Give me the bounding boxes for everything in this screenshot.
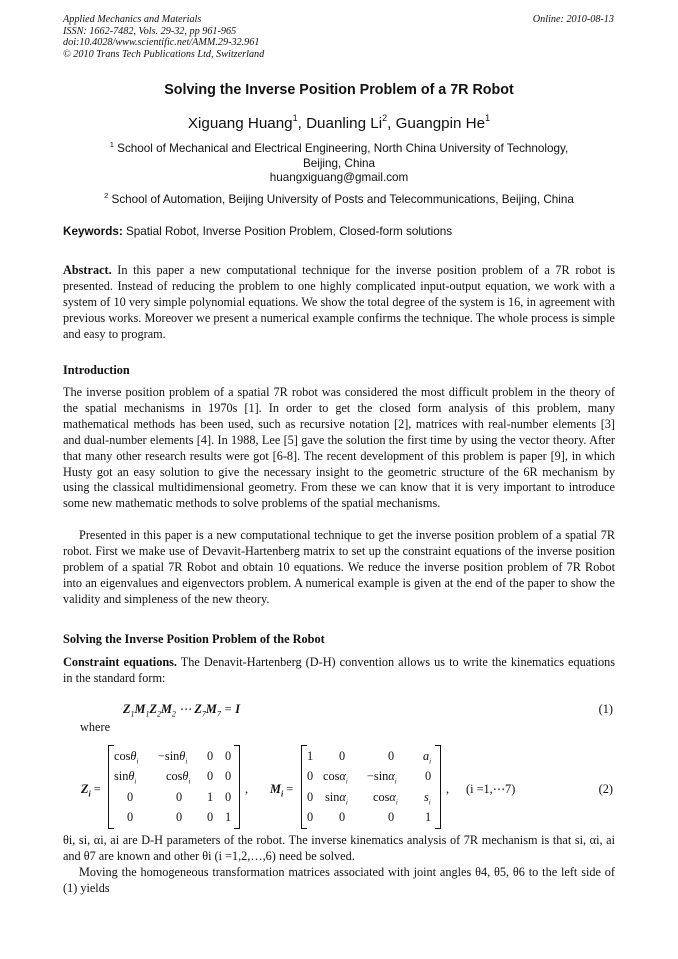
affiliation-city: Beijing, China: [302, 156, 376, 170]
matrix-comma: ,: [245, 782, 249, 796]
abstract-text: In this paper a new computational technique for the inverse position problem of a 7R robot is presented. Instead of reducing the problem to one highly complicated input-output equation, we work with a system of 10 very simple polynomial equations. We show the total degree of the system is 16, in agreement with previous works. Moreover we present a numerical example confirms the technique. The whole process is simple and easy to program.: [63, 263, 615, 341]
author-separator: ,: [387, 115, 396, 132]
author-name: Xiguang Huang: [187, 115, 293, 132]
m-matrix: 1 0 0 $a_i$ 0 cosα$_i$ −sinα$_i$ 0 0 sinα$_i$ cosα$_i$ $s_i$ 0 0 0 1: [301, 745, 441, 829]
keywords: [63, 225, 452, 238]
keywords-label: Keywords:: [63, 225, 123, 238]
author-email: huangxiguang@gmail.com: [269, 171, 409, 184]
introduction-paragraph-2: Presented in this paper is a new computational technique to get the inverse position problem of a spatial 7R robot. First we make use of Devavit-Hartenberg matrix to set up the constraint equations of the inverse position problem of a spatial 7R Robot and obtain 10 equations. We reduce the inverse position problem of 7R Robot into an eigenvalues and eigenvectors problem. A numerical example is given at the end of the paper to show the validity and simpleness of the new theory.: [63, 528, 615, 606]
affiliation-mark: 1: [109, 140, 114, 149]
doi-line: doi:10.4028/www.scientific.net/AMM.29-32.961: [63, 37, 260, 49]
constraint-label: Constraint equations.: [63, 655, 177, 669]
affiliation-text: School of Automation, Beijing University of Posts and Telecommunications, Beijing, China: [111, 193, 574, 206]
m-matrix-label: $M_i$ =: [270, 782, 294, 799]
journal-name: Applied Mechanics and Materials: [63, 14, 202, 25]
author-list: [0, 113, 678, 132]
author-separator: ,: [297, 115, 307, 132]
affiliation-2: [60, 189, 618, 208]
affiliation-mark: 2: [104, 191, 109, 200]
keywords-text: Spatial Robot, Inverse Position Problem, Closed-form solutions: [122, 225, 453, 238]
author-mark: 1: [292, 113, 298, 123]
author-name: Guangpin He: [395, 115, 486, 132]
abstract-label: Abstract.: [63, 263, 112, 277]
introduction-paragraph-1: The inverse position problem of a spatial 7R robot was considered the most difficult problem in the theory of the spatial mechanisms in 1970s [1]. In order to get the closed form analysis of this problem, many mathematical methods has been used, such as recursive notation [2], matrices with real-number elements [3] and dual-number elements [4]. In 1988, Lee [5] gave the solution the first time by using the vector theory. After that many other research results were got [6-8]. The recent development of this problem is paper [9], in which Husty got an easy solution to give the necessary insight to the geometric structure of the 6R mechanism by using the classical multidimensional geometry. From these we can know that it is very important to introduce some new mathematic methods to solve problems of the spatial mechanisms.: [63, 385, 615, 511]
dh-parameters-paragraph: θi, si, αi, ai are D-H parameters of the robot. The inverse kinematics analysis of 7R mechanism is that si, αi, ai and θ7 are known and other θi (i =1,2,…,6) need be solved.: [63, 833, 615, 863]
abstract: [63, 263, 615, 343]
index-range: (i =1,⋯7): [466, 782, 516, 796]
moving-matrices-paragraph: Moving the homogeneous transformation matrices associated with joint angles θ4, θ5, θ6 to the left side of (1) yields: [63, 865, 615, 895]
author-mark: 1: [485, 113, 491, 123]
equation-1-number: (1): [598, 702, 613, 716]
affiliation-1: [60, 138, 618, 186]
z-matrix: cosθ$_i$ −sinθ$_i$ 0 0 sinθ$_i$ cosθ$_i$ 0 0 0 0 1 0 0 0 0 1: [108, 745, 240, 829]
matrix-comma: ,: [446, 782, 450, 796]
section-heading: Solving the Inverse Position Problem of the Robot: [63, 632, 325, 646]
introduction-heading: Introduction: [63, 363, 130, 377]
affiliation-text: School of Mechanical and Electrical Engineering, North China University of Technology,: [117, 142, 569, 155]
author-mark: 2: [382, 113, 388, 123]
paper-title: Solving the Inverse Position Problem of a 7R Robot: [164, 82, 514, 98]
equation-2-number: (2): [598, 782, 613, 796]
equation-1: $Z_1M_1Z_2M_2$ ⋯ $Z_7M_7 = I$: [123, 702, 241, 719]
journal-header: [63, 14, 264, 60]
online-date: Online: 2010-08-13: [532, 14, 614, 25]
z-matrix-label: $Z_i$ =: [81, 782, 101, 799]
author-name: Duanling Li: [306, 115, 383, 132]
copyright-line: © 2010 Trans Tech Publications Ltd, Switzerland: [63, 48, 265, 60]
constraint-paragraph: [63, 655, 615, 687]
constraint-text: The Denavit-Hartenberg (D-H) convention allows us to write the kinematics equations in the standard form:: [63, 655, 615, 685]
where-label: where: [80, 720, 111, 734]
issn-line: ISSN: 1662-7482, Vols. 29-32, pp 961-965: [63, 25, 237, 37]
